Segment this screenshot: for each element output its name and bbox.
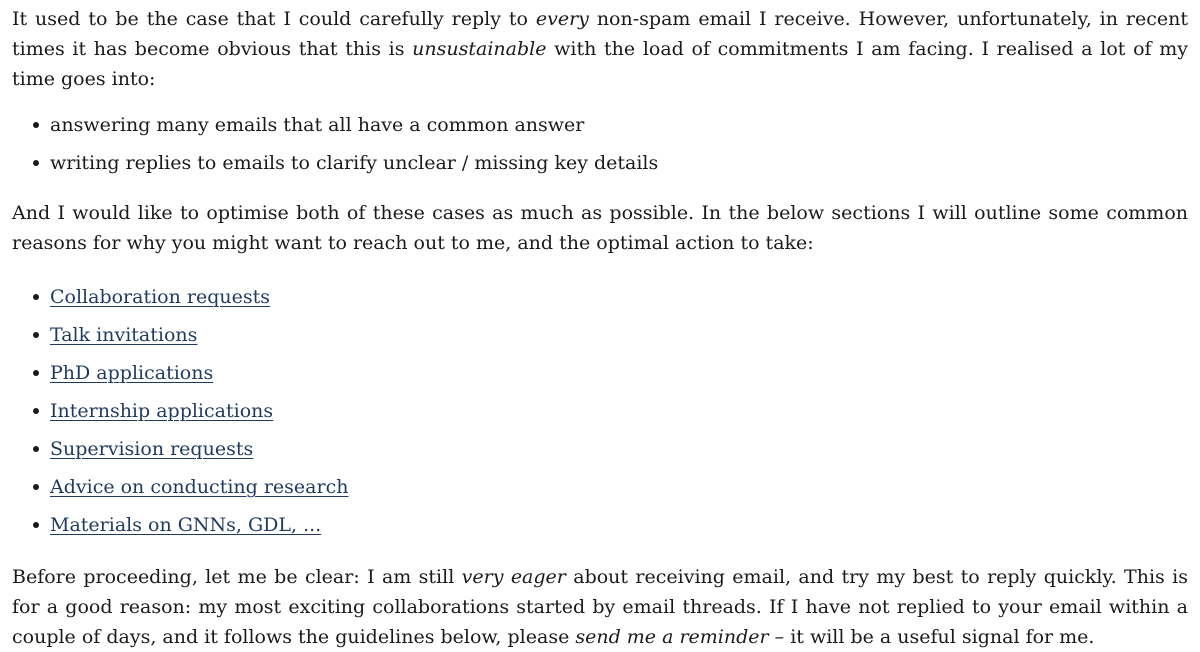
optimise-paragraph: And I would like to optimise both of these cases as much as possible. In the below sections I will outline some common reasons for why you might want to reach out to me, and the optimal action to take: [12, 202, 1188, 254]
list-item [50, 354, 1188, 392]
link-phd-applications[interactable]: PhD applications [50, 362, 214, 384]
list-item [50, 430, 1188, 468]
link-collaboration-requests[interactable]: Collaboration requests [50, 286, 271, 308]
time-sink-list [12, 106, 1188, 182]
list-item [50, 278, 1188, 316]
link-talk-invitations[interactable]: Talk invitations [50, 324, 198, 346]
list-item-text: answering many emails that all have a common answer [50, 114, 585, 136]
list-item [50, 468, 1188, 506]
intro-emphasis-every: every [535, 8, 589, 30]
link-materials-gnns-gdl[interactable]: Materials on GNNs, GDL, ... [50, 514, 322, 536]
section-links-list [12, 278, 1188, 544]
before-emphasis-very-eager: very eager [461, 566, 566, 588]
before-text-2: about receiving email, and try my best to reply quickly. This is for a good reason: my most exciting collaborations started by email threads. If I have not replied to your email within a couple of days, and it follows the guidelines below, please [12, 566, 1188, 648]
link-supervision-requests[interactable]: Supervision requests [50, 438, 254, 460]
link-internship-applications[interactable]: Internship applications [50, 400, 274, 422]
before-text-1: Before proceeding, let me be clear: I am still [12, 566, 462, 588]
link-advice-on-research[interactable]: Advice on conducting research [50, 476, 349, 498]
list-item [50, 506, 1188, 544]
intro-text-1: It used to be the case that I could carefully reply to [12, 8, 536, 30]
list-item [50, 144, 1188, 182]
intro-text-3: with the load of commitments I am facing. I realised a lot of my time goes into: [12, 38, 1189, 90]
intro-emphasis-unsustainable: unsustainable [412, 38, 547, 60]
list-item [50, 106, 1188, 144]
list-item-text: writing replies to emails to clarify unclear / missing key details [50, 152, 659, 174]
list-item [50, 316, 1188, 354]
list-item [50, 392, 1188, 430]
before-proceeding-paragraph [12, 562, 1188, 652]
before-emphasis-send-reminder: send me a reminder [575, 626, 769, 648]
intro-paragraph [12, 4, 1188, 94]
before-text-3: – it will be a useful signal for me. [768, 626, 1095, 648]
intro-text-2: non-spam email I receive. However, unfortunately, in recent times it has become obvious that this is [12, 8, 1188, 60]
